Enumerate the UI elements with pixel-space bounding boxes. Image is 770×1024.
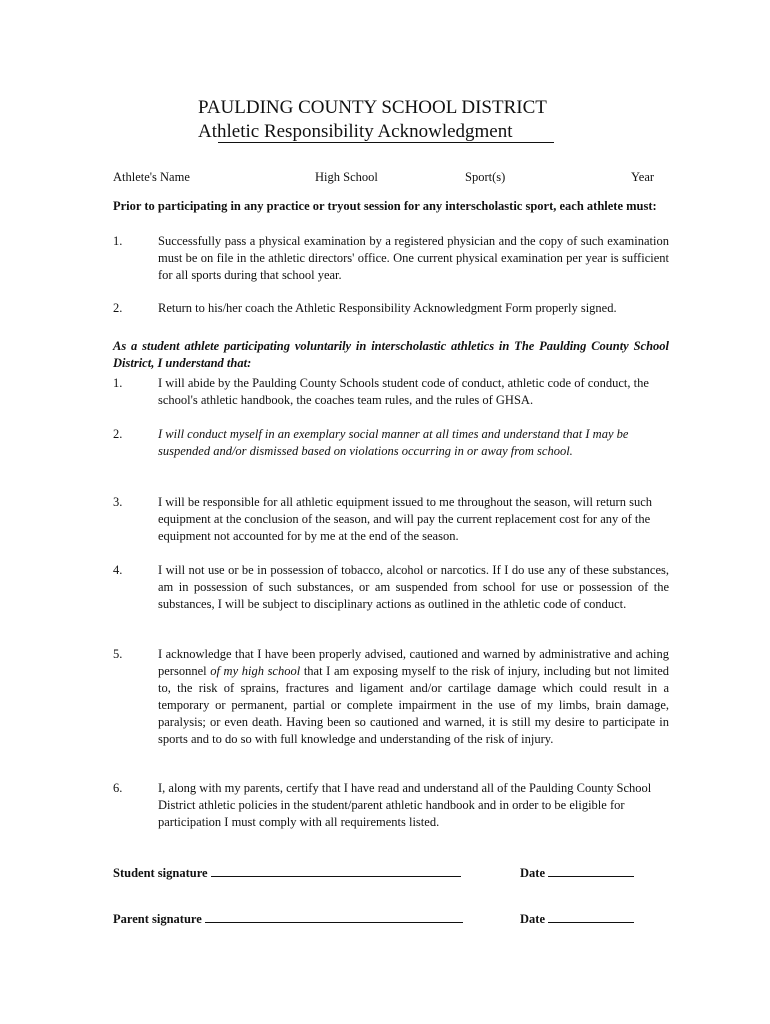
student-item-number: 6. <box>113 781 123 795</box>
document-subtitle: Athletic Responsibility Acknowledgment <box>198 121 513 142</box>
parent-signature-line[interactable] <box>205 921 463 923</box>
student-date-label: Date <box>520 866 545 880</box>
student-item-text: I will not use or be in possession of tobacco, alcohol or narcotics. If I do use any of these substances, am in possession of such substances, or am suspended from school for use or possession of the substances, I will be subject to disciplinary actions as outlined in the athletic code of conduct. <box>158 563 669 611</box>
student-item-text: I will conduct myself in an exemplary social manner at all times and understand that I may be suspended and/or dismissed based on violations occurring in or away from school. <box>158 427 629 458</box>
student-date-field[interactable] <box>520 866 634 881</box>
item5-text-c: that I am exposing myself to the risk of injury, including but not limited to, the risk of sprains, fractures and ligament and/or cartilage damage which could result in a temporary or permanent, partial or complete impairment in the use of my limbs, brain damage, paralysis; or even death. Having been so cautioned and warned, it is still my desire to participate in sports and to do so with full knowledge and understanding of the risk of injury. <box>158 664 669 746</box>
parent-date-field[interactable] <box>520 912 634 927</box>
student-signature-field[interactable] <box>113 866 461 881</box>
student-signature-line[interactable] <box>211 875 461 877</box>
prior-heading: Prior to participating in any practice or tryout session for any interscholastic sport, each athlete must: <box>113 199 657 213</box>
student-signature-label: Student signature <box>113 866 208 880</box>
student-item-text: I will abide by the Paulding County Schools student code of conduct, athletic code of conduct, the school's athletic handbook, the coaches team rules, and the rules of GHSA. <box>158 376 649 407</box>
student-item-number: 2. <box>113 427 123 441</box>
item5-text-italic: of my high school <box>210 664 301 678</box>
parent-signature-field[interactable] <box>113 912 463 927</box>
athlete-name-label: Athlete's Name <box>113 170 190 184</box>
prior-item-number: 1. <box>113 234 123 248</box>
year-label: Year <box>631 170 655 184</box>
prior-item-number: 2. <box>113 301 123 315</box>
subtitle-underline <box>218 142 554 143</box>
parent-signature-label: Parent signature <box>113 912 202 926</box>
prior-item-text: Return to his/her coach the Athletic Responsibility Acknowledgment Form properly signed. <box>158 301 617 315</box>
parent-date-line[interactable] <box>548 921 634 923</box>
student-item-text: I will be responsible for all athletic equipment issued to me throughout the season, will return such equipment at the conclusion of the season, and will pay the current replacement cost for any of the equipment not accounted for by me at the end of the season. <box>158 495 652 543</box>
document-title: PAULDING COUNTY SCHOOL DISTRICT <box>198 97 547 118</box>
student-heading: As a student athlete participating voluntarily in interscholastic athletics in The Paulding County School District, I understand that: <box>113 339 669 370</box>
student-item-number: 3. <box>113 495 123 509</box>
student-item-number: 4. <box>113 563 123 577</box>
student-item-text <box>158 646 669 748</box>
student-item-number: 1. <box>113 376 123 390</box>
high-school-label: High School <box>315 170 378 184</box>
prior-item-text: Successfully pass a physical examination by a registered physician and the copy of such examination must be on file in the athletic directors' office. One current physical examination per year is sufficient for all sports during that school year. <box>158 234 669 282</box>
item5-text-a: I acknowledge that I have been properly advised, cautioned and warned by administrative and aching personnel <box>158 647 669 678</box>
student-item-number: 5. <box>113 647 123 661</box>
student-date-line[interactable] <box>548 875 634 877</box>
student-item-text: I, along with my parents, certify that I have read and understand all of the Paulding County School District athletic policies in the student/parent athletic handbook and in order to be eligible for participation I must comply with all requirements listed. <box>158 781 652 829</box>
parent-date-label: Date <box>520 912 545 926</box>
sports-label: Sport(s) <box>465 170 506 184</box>
